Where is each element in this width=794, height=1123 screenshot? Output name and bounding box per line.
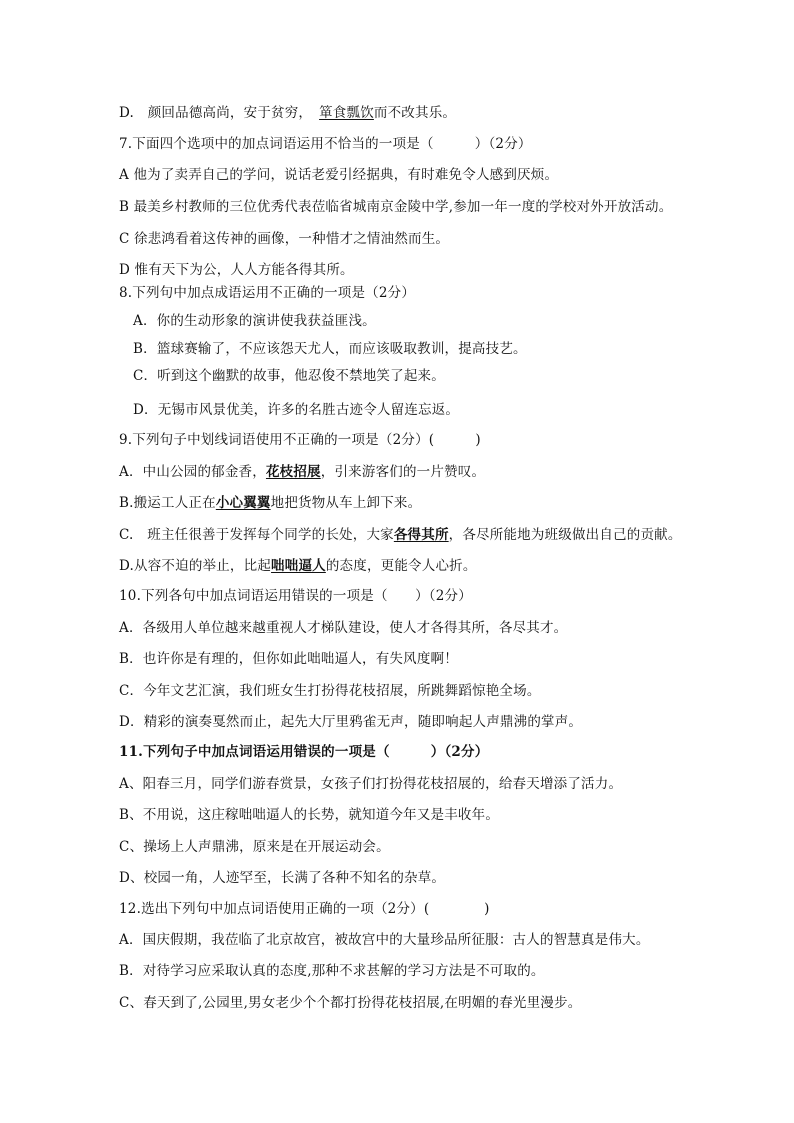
q11-option-c: C、操场上人声鼎沸，原来是在开展运动会。 <box>119 839 390 855</box>
q10-option-d: D．精彩的演奏戛然而止，起先大厅里鸦雀无声，随即响起人声鼎沸的掌声。 <box>119 714 583 730</box>
underlined-phrase: 花枝招展 <box>265 464 321 480</box>
q11-option-d: D、校园一角，人迹罕至，长满了各种不知名的杂草。 <box>119 870 446 886</box>
underlined-phrase: 各得其所 <box>393 527 449 543</box>
q12-option-c: C、春天到了,公园里,男女老少个个都打扮得花枝招展,在明媚的春光里漫步。 <box>119 995 582 1011</box>
question-11-stem: 11.下列句子中加点词语运用错误的一项是（ ）（2分） <box>119 744 489 760</box>
q12-option-b: B．对待学习应采取认真的态度,那种不求甚解的学习方法是不可取的。 <box>119 963 545 979</box>
question-10-stem: 10.下列各句中加点词语运用错误的一项是（ ）（2分） <box>119 588 472 604</box>
underlined-phrase: 箪食瓢饮 <box>319 105 374 121</box>
q12-option-a: A．国庆假期，我莅临了北京故宫，被故宫中的大量珍品所征服：古人的智慧真是伟大。 <box>119 932 650 948</box>
q8-option-d: D．无锡市风景优美，许多的名胜古迹令人留连忘返。 <box>133 402 460 418</box>
q11-option-a: A、阳春三月，同学们游春赏景，女孩子们打扮得花枝招展的，给春天增添了活力。 <box>119 776 623 792</box>
q8-option-c: C．听到这个幽默的故事，他忍俊不禁地笑了起来。 <box>133 368 445 384</box>
q10-option-c: C．今年文艺汇演，我们班女生打扮得花枝招展，所跳舞蹈惊艳全场。 <box>119 683 541 699</box>
question-7-stem: 7.下面四个选项中的加点词语运用不恰当的一项是（ ）（2分） <box>119 136 532 152</box>
option-d-line: D. 颜回品德高尚，安于贫穷， 箪食瓢饮而不改其乐。 <box>119 105 457 121</box>
q9-option-d: D.从容不迫的举止，比起咄咄逼人的态度，更能令人心折。 <box>119 558 477 574</box>
question-12-stem: 12.选出下列句中加点词语使用正确的一项（2分）( ) <box>119 901 490 917</box>
q7-option-d: D 惟有天下为公，人人方能各得其所。 <box>119 262 354 278</box>
q8-option-a: A．你的生动形象的演讲使我获益匪浅。 <box>133 313 376 329</box>
question-9-stem: 9.下列句子中划线词语使用不正确的一项是（2分）( ) <box>119 432 481 448</box>
q9-option-b: B.搬运工人正在小心翼翼地把货物从车上卸下来。 <box>119 495 422 511</box>
q8-option-b: B．篮球赛输了，不应该怨天尤人，而应该吸取教训，提高技艺。 <box>133 341 527 357</box>
question-8-stem: 8.下列句中加点成语运用不正确的一项是（2分） <box>119 285 416 301</box>
q9-option-c: C. 班主任很善于发挥每个同学的长处，大家各得其所，各尽所能地为班级做出自己的贡献。 <box>119 527 682 543</box>
q9-option-a: A．中山公园的郁金香，花枝招展，引来游客们的一片赞叹。 <box>119 464 486 480</box>
underlined-phrase: 小心翼翼 <box>215 495 271 511</box>
q7-option-c: C 徐悲鸿看着这传神的画像，一种惜才之情油然而生。 <box>119 231 450 247</box>
q7-option-b: B 最美乡村教师的三位优秀代表莅临省城南京金陵中学,参加一年一度的学校对外开放活动。 <box>119 199 673 215</box>
q11-option-b: B、不用说，这庄稼咄咄逼人的长势，就知道今年又是丰收年。 <box>119 807 500 823</box>
underlined-phrase: 咄咄逼人 <box>271 558 326 574</box>
q10-option-a: A．各级用人单位越来越重视人才梯队建设，使人才各得其所，各尽其才。 <box>119 620 568 636</box>
q10-option-b: B．也许你是有理的，但你如此咄咄逼人，有失风度啊！ <box>119 651 458 667</box>
q7-option-a: A 他为了卖弄自己的学问，说话老爱引经据典，有时难免令人感到厌烦。 <box>119 167 559 183</box>
